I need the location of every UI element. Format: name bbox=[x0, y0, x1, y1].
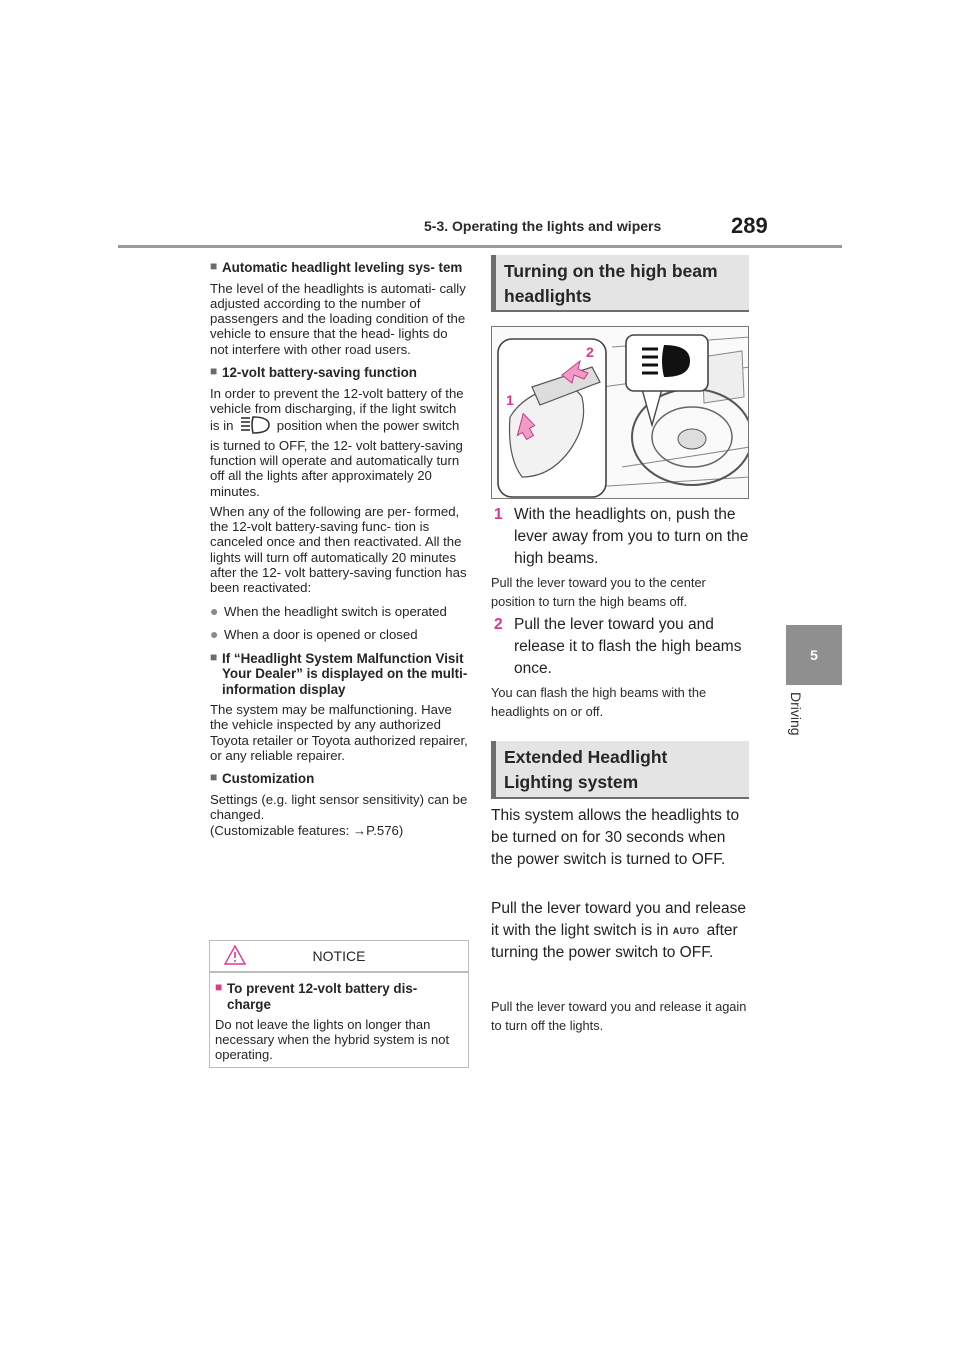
auto-icon: AUTO bbox=[672, 925, 700, 936]
malfunction-text: The system may be malfunctioning. Have the vehicle inspected by any authorized Toyota retailer or Toyota authorized repairer, or any reliable repairer. bbox=[210, 702, 468, 764]
square-bullet-icon: ■ bbox=[210, 364, 218, 379]
extended-lighting-heading: Extended Headlight Lighting system bbox=[491, 741, 749, 799]
malfunction-heading: ■ If “Headlight System Malfunction Visit Your Dealer” is displayed on the multi-information display bbox=[210, 649, 468, 697]
warning-icon bbox=[224, 945, 246, 968]
step-2: 2 Pull the lever toward you and release it to flash the high beams once. bbox=[494, 616, 742, 677]
left-column bbox=[210, 260, 468, 838]
notice-header bbox=[210, 941, 468, 971]
customization-link[interactable]: (Customizable features: →P.576) bbox=[210, 822, 404, 838]
list-item: ● When the headlight switch is operated bbox=[210, 602, 447, 619]
step-2-label: 2 bbox=[586, 344, 594, 360]
square-bullet-icon: ■ bbox=[210, 259, 218, 273]
square-bullet-icon: ■ bbox=[215, 980, 223, 994]
extended-lighting-text-2: Pull the lever toward you and release it with the light switch is in AUTO after turning the power switch to OFF. bbox=[491, 900, 747, 961]
square-bullet-icon: ■ bbox=[210, 649, 218, 664]
extended-lighting-note: Pull the lever toward you and release it again to turn off the lights. bbox=[491, 999, 747, 1034]
bullet-dot-icon: ● bbox=[210, 626, 219, 643]
customization-heading: ■ Customization bbox=[210, 770, 315, 787]
notice-box bbox=[209, 940, 469, 1068]
section-title: 5-3. Operating the lights and wipers bbox=[424, 218, 662, 234]
list-item: ● When a door is opened or closed bbox=[210, 626, 418, 643]
high-beam-illustration bbox=[491, 326, 749, 499]
step-1-label: 1 bbox=[506, 392, 514, 408]
notice-heading: ■ To prevent 12-volt battery dis- charge bbox=[215, 980, 418, 1012]
battery-saving-text-2: When any of the following are per- formed, the 12-volt battery-saving func- tion is canceled once and then reactivated. All the lights will turn off automatically 20 minutes after the 12- volt battery-saving function has been reactivated: bbox=[210, 503, 467, 596]
customization-text: Settings (e.g. light sensor sensitivity) can be changed. (Customizable features: →P.576) bbox=[210, 791, 468, 838]
headlight-icon bbox=[240, 416, 270, 437]
chapter-title: Driving bbox=[788, 692, 804, 736]
chapter-tab[interactable]: 5 bbox=[786, 625, 842, 685]
notice-title: NOTICE bbox=[312, 948, 366, 964]
header-divider bbox=[118, 245, 842, 248]
bullet-dot-icon: ● bbox=[210, 602, 219, 619]
auto-leveling-heading: ■ Automatic headlight leveling sys- tem bbox=[210, 259, 463, 275]
battery-saving-heading: ■ 12-volt battery-saving function bbox=[210, 364, 417, 381]
auto-leveling-text: The level of the headlights is automati- cally adjusted according to the number of passengers and the loading condition of the vehicle to ensure that the head- lights do not interfere with other road users. bbox=[210, 280, 466, 357]
square-bullet-icon: ■ bbox=[210, 770, 218, 785]
step-1: 1 With the headlights on, push the lever away from you to turn on the high beams. bbox=[494, 506, 749, 567]
page-number: 289 bbox=[731, 213, 768, 238]
high-beam-heading: Turning on the high beam headlights bbox=[491, 255, 749, 312]
step-1-note: Pull the lever toward you to the center position to turn the high beams off. bbox=[491, 575, 706, 610]
step-2-note: You can flash the high beams with the headlights on or off. bbox=[491, 685, 707, 720]
notice-text: Do not leave the lights on longer than necessary when the hybrid system is not operating. bbox=[215, 1017, 450, 1063]
extended-lighting-text: This system allows the headlights to be turned on for 30 seconds when the power switch is turned to OFF. bbox=[491, 807, 740, 868]
battery-saving-text: In order to prevent the 12-volt battery of the vehicle from discharging, if the light switch is in position when the power switch is turned to OFF, the 12- volt battery-saving function will operate and automatically turn off all the lights after approximately 20 minutes. bbox=[210, 385, 464, 499]
